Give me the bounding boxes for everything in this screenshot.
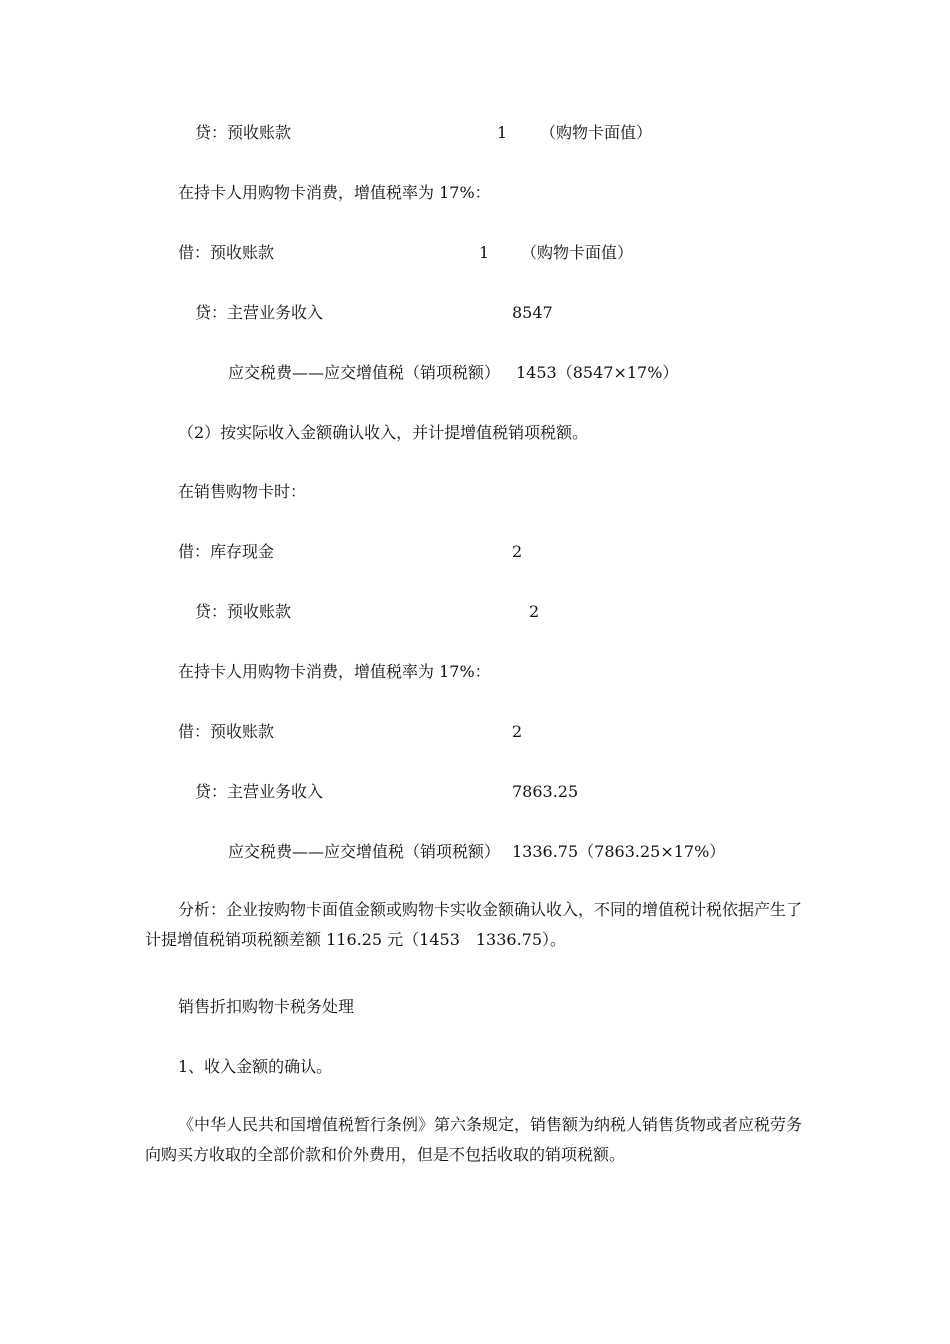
regulation-paragraph: 《中华人民共和国增值税暂行条例》第六条规定，销售额为纳税人销售货物或者应税劳务向购买方收取的全部价款和价外费用，但是不包括收取的销项税额。 (145, 1115, 803, 1164)
entry-credit-advance-2-label: 贷：预收账款 (195, 602, 292, 621)
entry-credit-advance-2-amount: 2 (529, 602, 540, 621)
analysis-paragraph: 分析：企业按购物卡面值金额或购物卡实收金额确认收入，不同的增值税计税依据产生了计提增值税销项税额差额 116.25 元（1453 1336.75）。 (145, 900, 803, 949)
entry-debit-advance-1-note: （购物卡面值） (521, 243, 634, 262)
section-title: 销售折扣购物卡税务处理 (178, 997, 355, 1016)
entry-debit-cash-label: 借：库存现金 (178, 542, 275, 561)
entry-vat-1-amount: 1453（8547×17%） (516, 363, 679, 382)
text-consumption-vat-2: 在持卡人用购物卡消费，增值税率为 17%： (178, 662, 491, 681)
entry-debit-advance-2-amount: 2 (512, 722, 523, 741)
item-1-heading: 1、收入金额的确认。 (178, 1057, 333, 1076)
text-consumption-vat-1: 在持卡人用购物卡消费，增值税率为 17%： (178, 183, 491, 202)
entry-vat-2-label: 应交税费——应交增值税（销项税额） (228, 842, 501, 861)
text-selling-card: 在销售购物卡时： (178, 482, 307, 501)
entry-vat-2-amount: 1336.75（7863.25×17%） (512, 842, 726, 861)
entry-credit-revenue-1-label: 贷：主营业务收入 (195, 303, 324, 322)
entry-debit-advance-1-label: 借：预收账款 (178, 243, 275, 262)
entry-credit-revenue-1-amount: 8547 (512, 303, 553, 322)
entry-debit-advance-2-label: 借：预收账款 (178, 722, 275, 741)
entry-credit-advance-1-amount: 1 (497, 123, 508, 142)
text-method-2: （2）按实际收入金额确认收入，并计提增值税销项税额。 (178, 423, 589, 442)
entry-credit-revenue-2-label: 贷：主营业务收入 (195, 782, 324, 801)
entry-debit-advance-1-amount: 1 (479, 243, 490, 262)
entry-credit-advance-1-note: （购物卡面值） (540, 123, 653, 142)
entry-vat-1-label: 应交税费——应交增值税（销项税额） (228, 363, 501, 382)
entry-credit-revenue-2-amount: 7863.25 (512, 782, 579, 801)
entry-debit-cash-amount: 2 (512, 542, 523, 561)
entry-credit-advance-1-label: 贷：预收账款 (195, 123, 292, 142)
